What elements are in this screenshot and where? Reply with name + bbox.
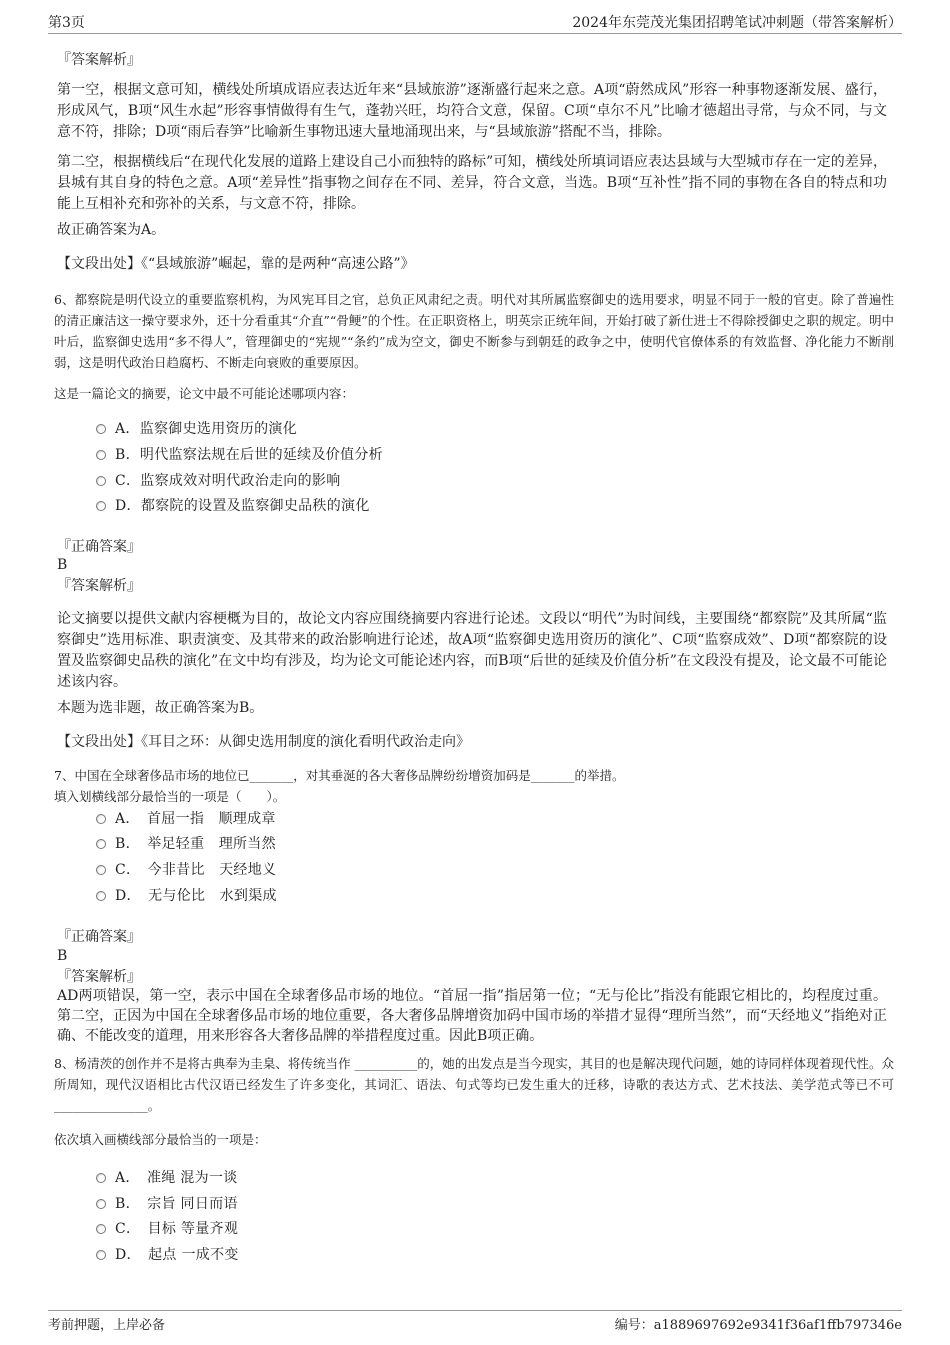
option-label: C．监察成效对明代政治走向的影响	[115, 473, 341, 489]
option-label: B． 宗旨 同日而语	[115, 1196, 238, 1212]
radio-button-icon[interactable]	[96, 450, 106, 460]
option-label: C． 今非昔比 天经地义	[115, 862, 277, 878]
radio-button-icon[interactable]	[96, 1199, 106, 1209]
q6-stem: 6、都察院是明代设立的重要监察机构，为风宪耳目之官，总负正风肃纪之责。明代对其所属监察御史的选用要求，明显不同于一般的官吏。除了普遍性的清正廉洁这一操守要求外，还十分看重其“介直”“骨鲠”的个性。在正职资格上，明英宗正统年间，开始打破了新仕进士不得除授御史之职的规定。明中叶后，监察御史选用“多不得人”，管理御史的“宪规”“条约”成为空文，御史不断参与到朝廷的政争之中，使明代官僚体系的有效监督、净化能力不断削弱，这是明代政治日趋腐朽、不断走向衰败的重要原因。	[54, 292, 894, 370]
q6-analysis-paragraph-1: 论文摘要以提供文献内容梗概为目的，故论文内容应围绕摘要内容进行论述。文段以“明代”为时间线，主要围绕“都察院”及其所属“监察御史”选用标准、职责演变、及其带来的政治影响进行论述，故A项“监察御史选用资历的演化”、C项“监察成效”、D项“都察院的设置及监察御史品秩的演化”在文中均有涉及，均为论文可能论述内容，而B项“后世的延续及价值分析”在文段没有提及，论文最不可能论述该内容。	[57, 611, 887, 690]
q6-answer-label: 『正确答案』	[57, 539, 141, 555]
q8-question: 依次填入画横线部分最恰当的一项是：	[54, 1132, 267, 1147]
q7-question: 填入划横线部分最恰当的一项是（ ）。	[54, 789, 286, 804]
option-label: D．都察院的设置及监察御史品秩的演化	[115, 498, 370, 514]
q7-option-c[interactable]	[96, 859, 276, 879]
option-label: B． 举足轻重 理所当然	[115, 836, 276, 852]
option-label: D． 无与伦比 水到渠成	[115, 888, 277, 904]
radio-button-icon[interactable]	[96, 891, 106, 901]
q6-conclusion: 本题为选非题，故正确答案为B。	[57, 700, 264, 716]
q7-answer: B	[57, 948, 68, 964]
document-serial-number: 编号：a1889697692e9341f36af1ffb797346e	[614, 1318, 902, 1333]
q5-analysis-label: 『答案解析』	[57, 52, 141, 68]
q5-analysis-paragraph-1: 第一空，根据文意可知，横线处所填成语应表达近年来“县域旅游”逐渐盛行起来之意。A项“蔚然成风”形容一种事物逐渐发展、盛行，形成风气，B项“风生水起”形容事情做得有生气，蓬勃兴旺，均符合文意，保留。C项“卓尔不凡”比喻才德超出寻常，与众不同，与文意不符，排除；D项“雨后春笋”比喻新生事物迅速大量地涌现出来，与“县域旅游”搭配不当，排除。	[57, 82, 887, 140]
q7-analysis-paragraph-1: AD两项错误，第一空，表示中国在全球奢侈品市场的地位。“首屈一指”指居第一位；“无与伦比”指没有能跟它相比的，均程度过重。第二空，正因为中国在全球奢侈品市场的地位重要，各大奢侈品牌增资加码中国市场的举措才显得“理所当然”，而“天经地义”指绝对正确、不能改变的道理，用来形容各大奢侈品牌的举措程度过重。因此B项正确。	[57, 988, 887, 1044]
q6-answer: B	[57, 557, 68, 573]
radio-button-icon[interactable]	[96, 1173, 106, 1183]
q8-option-d[interactable]	[96, 1244, 239, 1264]
q6-question: 这是一篇论文的摘要，论文中最不可能论述哪项内容：	[54, 386, 355, 401]
q7-answer-label: 『正确答案』	[57, 929, 141, 945]
q8-option-b[interactable]	[96, 1193, 238, 1213]
q7-option-a[interactable]	[96, 808, 276, 828]
q7-option-d[interactable]	[96, 885, 277, 905]
radio-button-icon[interactable]	[96, 1224, 106, 1234]
option-label: D． 起点 一成不变	[115, 1247, 239, 1263]
q6-option-a[interactable]	[96, 418, 297, 438]
q6-analysis-label: 『答案解析』	[57, 578, 141, 594]
q8-option-a[interactable]	[96, 1167, 238, 1187]
page-header	[48, 12, 902, 34]
option-label: A． 准绳 混为一谈	[115, 1170, 238, 1186]
q6-option-c[interactable]	[96, 470, 341, 490]
radio-button-icon[interactable]	[96, 1250, 106, 1260]
radio-button-icon[interactable]	[96, 814, 106, 824]
page-number: 第3页	[48, 15, 85, 31]
radio-button-icon[interactable]	[96, 476, 106, 486]
footer-slogan: 考前押题，上岸必备	[48, 1318, 166, 1333]
option-label: A．监察御史选用资历的演化	[115, 421, 298, 437]
page-footer	[48, 1310, 902, 1333]
radio-button-icon[interactable]	[96, 839, 106, 849]
q5-conclusion: 故正确答案为A。	[57, 222, 166, 238]
q5-analysis-paragraph-2: 第二空，根据横线后“在现代化发展的道路上建设自己小而独特的路标”可知，横线处所填词语应表达县域与大型城市存在一定的差异，县城有其自身的特色之意。A项“差异性”指事物之间存在不同、差异，符合文意，当选。B项“互补性”指不同的事物在各自的特点和功能上互相补充和弥补的关系，与文意不符，排除。	[57, 154, 887, 212]
radio-button-icon[interactable]	[96, 424, 106, 434]
document-title: 2024年东莞茂光集团招聘笔试冲刺题（带答案解析）	[572, 15, 902, 31]
q8-stem: 8、杨清茨的创作并不是将古典奉为圭臬、将传统当作 __________的，她的出发点是当今现实，其目的也是解决现代问题，她的诗同样体现着现代性。众所周知，现代汉语相比古代汉语已经发生了许多变化，其词汇、语法、句式等均已发生重大的迁移，诗歌的表达方式、艺术技法、美学范式等已不可 _______________。	[54, 1056, 894, 1113]
q6-option-d[interactable]	[96, 495, 370, 515]
option-label: B．明代监察法规在后世的延续及价值分析	[115, 447, 383, 463]
option-label: C． 目标 等量齐观	[115, 1221, 239, 1237]
q7-option-b[interactable]	[96, 833, 276, 853]
radio-button-icon[interactable]	[96, 501, 106, 511]
q8-option-c[interactable]	[96, 1218, 238, 1238]
q5-source: 【文段出处】《“县域旅游”崛起，靠的是两种“高速公路”》	[57, 256, 415, 272]
option-label: A． 首屈一指 顺理成章	[115, 811, 276, 827]
q7-stem: 7、中国在全球奢侈品市场的地位已_______，对其垂涎的各大奢侈品牌纷纷增资加码是_______的举措。	[54, 768, 625, 783]
q6-option-b[interactable]	[96, 444, 383, 464]
q6-source: 【文段出处】《耳目之环：从御史选用制度的演化看明代政治走向》	[57, 734, 470, 750]
radio-button-icon[interactable]	[96, 865, 106, 875]
q7-analysis-label: 『答案解析』	[57, 969, 141, 985]
